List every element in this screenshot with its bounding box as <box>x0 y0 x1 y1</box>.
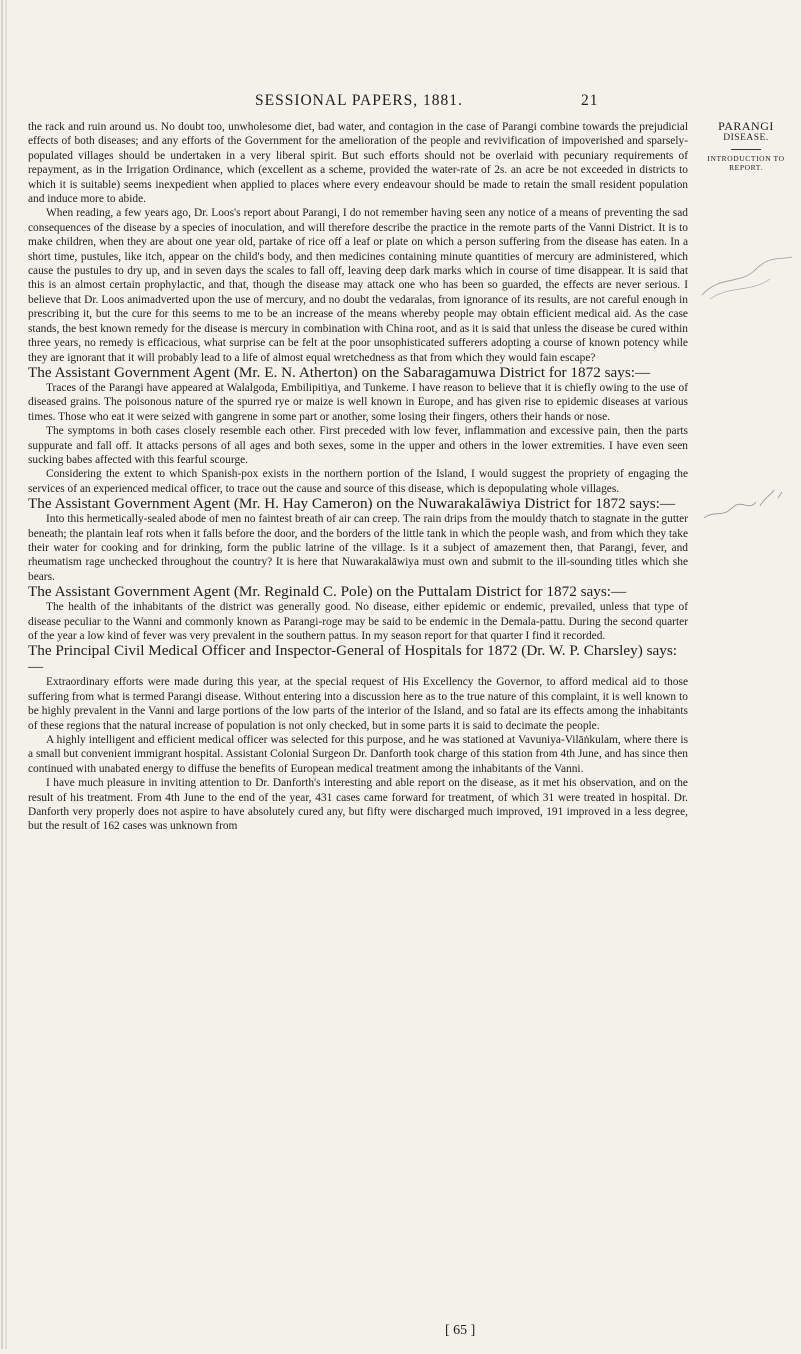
paragraph: I have much pleasure in inviting attention to Dr. Danforth's interesting and able report on the disease, as it met his observation, and on the result of his treatment. From 4th June to the end of the year, 431 cases came forward for treatment, of which 31 were treated in hospital. Dr. Danforth very properly does not aspire to have absolutely cured any, but fifty were discharged much improved, 191 improved in a less degree, but the result of 162 cases was unknown from <box>28 777 688 833</box>
section-heading: The Assistant Government Agent (Mr. Reginald C. Pole) on the Puttalam District for 1872 says:— <box>28 583 627 601</box>
margin-note-rule <box>731 149 761 150</box>
pencil-annotation <box>700 488 795 528</box>
paragraph: The health of the inhabitants of the district was generally good. No disease, either epidemic or endemic, prevailed, unless that type of disease peculiar to the Wanni and commonly known as Parangi-roge may be said to be endemic in the Demala-pattu. During the second quarter of the year a low kind of fever was very prevalent in the southern pattus. In my season report for that quarter I find it recorded. <box>28 601 688 642</box>
header-page-number: 21 <box>581 92 599 109</box>
margin-note <box>698 120 794 172</box>
header-title: SESSIONAL PAPERS, 1881. <box>255 92 463 109</box>
paragraph: When reading, a few years ago, Dr. Loos's report about Parangi, I do not remember having seen any notice of a means of preventing the sad consequences of the disease by a species of inoculation, and will therefore describe the practice in the remote parts of the Vanni District. It is to make children, when they are about one year old, partake of rice off a leaf or plate on which a person suffering from the disease has eaten. In a short time, pustules, like itch, appear on the child's body, and then medicines containing minute quantities of mercury are administered, which cause the pustules to dry up, and in seven days the scales to fall off, leaving deep dark marks which in course of time disappear. It is said that this is an almost certain prophylactic, and that, though the disease may attack one who has been so guarded, the effects are never serious. I believe that Dr. Loos animadverted upon the use of mercury, and no doubt the vedaralas, from ignorance of its results, are not careful enough in prescribing it, but the cure for this seems to me to be an increase of the means whereby people may obtain efficient medical aid. As the case stands, the best known remedy for the disease is mercury in combination with China root, and as it is said that unless the disease be cured within three years, no remedy is efficacious, what surprise can be felt at the poor unsophisticated sufferers adopting a course of known potency while they are ignorant that it will probably lead to a life of almost equal wretchedness as that from which they would fain escape? <box>28 207 688 364</box>
margin-note-title: PARANGI <box>718 119 774 133</box>
section-heading: The Assistant Government Agent (Mr. E. N. Atherton) on the Sabaragamuwa District for 1872 says:— <box>28 363 651 381</box>
section-heading: The Assistant Government Agent (Mr. H. Hay Cameron) on the Nuwarakalāwiya District for 1872 says:— <box>28 495 676 513</box>
section-heading: The Principal Civil Medical Officer and Inspector-General of Hospitals for 1872 (Dr. W. P. Charsley) says:— <box>28 642 677 676</box>
main-text-column <box>28 120 688 834</box>
paragraph: A highly intelligent and efficient medical officer was selected for this purpose, and he was stationed at Vavuniya-Vilāṅkulam, where there is a small but convenient immigrant hospital. Assistant Colonial Surgeon Dr. Danforth took charge of this station from 4th June, and has since then continued with unabated energy to diffuse the benefits of European medical treatment among the inhabitants of the Vanni. <box>28 734 688 775</box>
paragraph: Extraordinary efforts were made during this year, at the special request of His Excellency the Governor, to afford medical aid to those suffering from what is termed Parangi disease. Without entering into a discussion here as to the true nature of this complaint, it is well known to be highly prevalent in the Vanni and large portions of the low parts of the interior of the Island, and so fatal are its effects among the inhabitants of these regions that the natural increase of population is not only checked, but in some parts it is said to decimate the people. <box>28 676 688 732</box>
margin-note-subtitle: DISEASE. <box>723 133 769 143</box>
paragraph: the rack and ruin around us. No doubt too, unwholesome diet, bad water, and contagion in the case of Parangi combine towards the prejudicial effects of both diseases; and any efforts of the Government for the amelioration of the people and revivification of impoverished and sparsely-populated villages should be undertaken in a very liberal spirit. But such efforts should not be overlaid with pecuniary requirements of repayment, as in the Irrigation Ordinance, which (excellent as a scheme, provided the water-rate of 2s. an acre be not exceeded in districts to which it is suitable) seems inexpedient when applied to places where every endeavour should be made to retain the small resident population and induce more to abide. <box>28 121 688 206</box>
paragraph: The symptoms in both cases closely resemble each other. First preceded with low fever, inflammation and excessive pain, then the parts suppurate and fall off. It attacks persons of all ages and both sexes, some in the upper and others in the lower extremities. I have even seen sucking babes affected with this fearful scourge. <box>28 425 688 466</box>
paragraph: Into this hermetically-sealed abode of men no faintest breath of air can creep. The rain drips from the mouldy thatch to stagnate in the gutter beneath; the plantain leaf rots when it falls before the door, and the borders of the little tank in which the people wash, and from which they take their water for cooking and for drinking, form the public latrine of the village. Is it a subject of amazement then, that Parangi, fever, and rheumatism rage unchecked throughout the country? It is here that Nuwarakalāwiya must own and submit to the ill-sounding titles which she bears. <box>28 513 688 583</box>
margin-note-section-2: REPORT. <box>729 163 763 172</box>
pencil-scribble <box>700 255 795 305</box>
page-edge-lines <box>0 0 10 1349</box>
paragraph: Considering the extent to which Spanish-pox exists in the northern portion of the Island, I would suggest the propriety of engaging the services of an experienced medical officer, to trace out the cause and source of this disease, which is depopulating whole villages. <box>28 468 688 495</box>
running-header <box>255 92 615 110</box>
margin-note-section: INTRODUCTION TO <box>707 154 785 163</box>
paragraph: Traces of the Parangi have appeared at Walalgoda, Embilipitiya, and Tunkeme. I have reason to believe that it is chiefly owing to the use of diseased grains. The poisonous nature of the spurred rye or maize is well known in Europe, and has given rise to epidemic diseases at various times. Those who eat it were seized with gangrene in some part or another, some losing their fingers, others their hands or nose. <box>28 381 688 423</box>
page-signature-mark: [ 65 ] <box>445 1323 476 1338</box>
page-edge-shadow <box>0 0 10 1349</box>
